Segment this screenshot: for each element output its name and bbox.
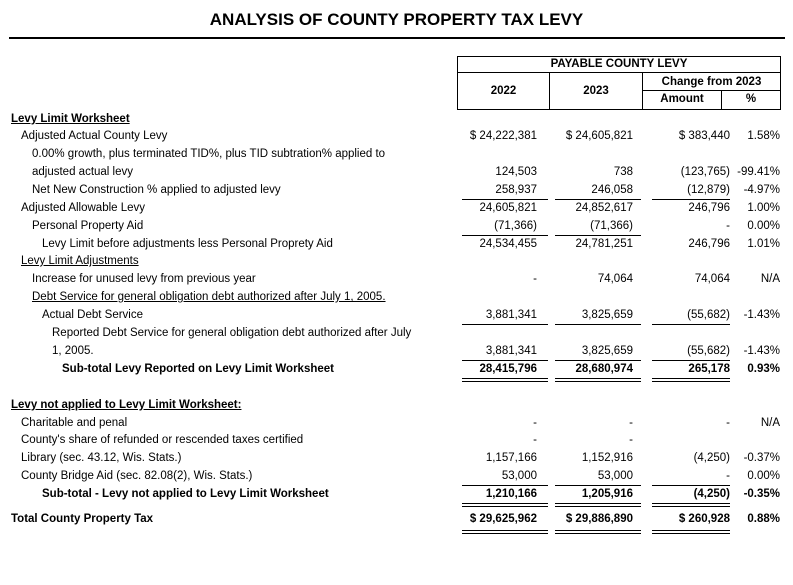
value-percent: 0.88% (747, 513, 780, 525)
value-2022: - (533, 434, 537, 446)
row-personal-property-aid (0, 217, 793, 235)
row-label: adjusted actual levy (32, 166, 134, 178)
row-label: Personal Property Aid (32, 220, 144, 232)
value-percent: N/A (760, 273, 780, 285)
value-2023: (71,366) (590, 220, 633, 232)
value-2022: 3,881,341 (485, 309, 537, 321)
value-2023: 74,064 (597, 273, 633, 285)
value-change: - (726, 417, 730, 429)
value-percent: 0.00% (747, 470, 780, 482)
value-percent: 1.01% (747, 238, 780, 250)
double-underline-2022 (462, 378, 548, 382)
row-label: Increase for unused levy from previous year (32, 273, 256, 285)
section-label: Levy Limit Worksheet (11, 113, 130, 125)
value-change: (55,682) (687, 309, 730, 321)
title-rule (9, 37, 785, 39)
row-growth-note (0, 145, 793, 163)
row-charitable-penal (0, 414, 793, 432)
row-label: Actual Debt Service (42, 309, 143, 321)
row-library (0, 449, 793, 467)
row-label: Net New Construction % applied to adjusted levy (32, 184, 281, 196)
row-adjusted-actual-levy (0, 127, 793, 145)
value-2023: $ 29,886,890 (565, 513, 633, 525)
value-2022: 1,157,166 (485, 452, 537, 464)
double-underline-change (652, 530, 730, 534)
value-percent: -1.43% (743, 309, 780, 321)
value-change: (123,765) (680, 166, 730, 178)
section-label: Levy Limit Adjustments (21, 255, 139, 267)
value-percent: -0.35% (743, 488, 780, 500)
row-subtotal-levy-not-applied (0, 485, 793, 503)
value-change: - (726, 220, 730, 232)
value-change: $ 260,928 (678, 513, 730, 525)
value-2023: 1,205,916 (581, 488, 633, 500)
value-2022: 53,000 (501, 470, 537, 482)
value-2022: $ 29,625,962 (469, 513, 537, 525)
section-levy-limit-worksheet (0, 110, 793, 128)
row-label: Total County Property Tax (11, 513, 154, 525)
value-2022: 1,210,166 (485, 488, 537, 500)
row-label: 1, 2005. (52, 345, 94, 357)
value-2023: 738 (613, 166, 633, 178)
value-change: (4,250) (693, 452, 730, 464)
value-2023: 24,781,251 (575, 238, 633, 250)
value-change: - (726, 470, 730, 482)
value-percent: 1.00% (747, 202, 780, 214)
payable-county-levy-header: PAYABLE COUNTY LEVY (458, 57, 780, 73)
value-2022: 24,534,455 (479, 238, 537, 250)
value-change: 74,064 (694, 273, 730, 285)
col-2022-header: 2022 (458, 73, 550, 109)
row-label: Adjusted Actual County Levy (21, 130, 168, 142)
value-2022: - (533, 417, 537, 429)
double-underline-2022 (462, 530, 548, 534)
row-adjusted-allowable-levy (0, 199, 793, 217)
row-label: Sub-total - Levy not applied to Levy Limit Worksheet (42, 488, 329, 500)
row-label: Reported Debt Service for general obligation debt authorized after July (52, 327, 412, 339)
value-2022: 124,503 (495, 166, 537, 178)
value-change: (4,250) (693, 488, 730, 500)
row-label: Library (sec. 43.12, Wis. Stats.) (21, 452, 182, 464)
value-change: 265,178 (688, 363, 730, 375)
amount-header: Amount (643, 91, 722, 109)
row-reported-debt-service-note (0, 324, 793, 342)
value-2022: 258,937 (495, 184, 537, 196)
page-title: ANALYSIS OF COUNTY PROPERTY TAX LEVY (209, 10, 584, 29)
value-2022: 24,605,821 (479, 202, 537, 214)
section-label: Levy not applied to Levy Limit Worksheet: (11, 399, 242, 411)
row-adjusted-actual-levy-growth (0, 163, 793, 181)
double-underline-2023 (555, 378, 641, 382)
col-2023-header: 2023 (550, 73, 643, 109)
percent-header: % (745, 93, 757, 105)
double-underline-2022 (462, 503, 548, 507)
row-label: Adjusted Allowable Levy (21, 202, 146, 214)
value-2022: (71,366) (494, 220, 537, 232)
value-2023: 246,058 (591, 184, 633, 196)
value-2022: - (533, 273, 537, 285)
section-levy-limit-adjustments (0, 252, 793, 270)
row-label: County Bridge Aid (sec. 82.08(2), Wis. Stats.) (21, 470, 253, 482)
value-change: $ 383,440 (678, 130, 730, 142)
section-levy-not-applied (0, 396, 793, 414)
value-2023: 28,680,974 (575, 363, 633, 375)
row-label: County's share of refunded or rescended taxes certified (21, 434, 304, 446)
row-levy-limit-before-adjustments (0, 235, 793, 253)
value-change: 246,796 (688, 238, 730, 250)
value-2022: 28,415,796 (479, 363, 537, 375)
row-subtotal-levy-limit (0, 360, 793, 378)
row-actual-debt-service (0, 306, 793, 324)
value-2022: $ 24,222,381 (469, 130, 537, 142)
value-2023: - (629, 434, 633, 446)
value-percent: -4.97% (743, 184, 780, 196)
change-header: Change from 2023 (643, 73, 780, 91)
value-percent: 0.00% (747, 220, 780, 232)
value-change: (55,682) (687, 345, 730, 357)
row-label: Levy Limit before adjustments less Personal Proprety Aid (42, 238, 333, 250)
value-percent: 0.93% (747, 363, 780, 375)
double-underline-2023 (555, 503, 641, 507)
value-2023: 1,152,916 (581, 452, 633, 464)
double-underline-change (652, 503, 730, 507)
row-debt-service-heading (0, 288, 793, 306)
value-percent: N/A (760, 417, 780, 429)
value-2023: 24,852,617 (575, 202, 633, 214)
value-percent: -99.41% (737, 166, 780, 178)
double-underline-2023 (555, 530, 641, 534)
value-percent: -0.37% (743, 452, 780, 464)
column-header-box (457, 56, 781, 110)
value-2023: 53,000 (597, 470, 633, 482)
row-label: Debt Service for general obligation debt authorized after July 1, 2005. (32, 291, 386, 303)
row-label: Charitable and penal (21, 417, 128, 429)
row-county-bridge-aid (0, 467, 793, 485)
value-percent: 1.58% (747, 130, 780, 142)
row-label: Sub-total Levy Reported on Levy Limit Worksheet (62, 363, 334, 375)
row-total-county-property-tax (0, 510, 793, 528)
value-change: 246,796 (688, 202, 730, 214)
row-reported-debt-service (0, 342, 793, 360)
value-change: (12,879) (687, 184, 730, 196)
row-net-new-construction (0, 181, 793, 199)
double-underline-change (652, 378, 730, 382)
row-refunded-taxes (0, 431, 793, 449)
value-2023: $ 24,605,821 (565, 130, 633, 142)
row-unused-levy (0, 270, 793, 288)
value-percent: -1.43% (743, 345, 780, 357)
value-2023: 3,825,659 (581, 345, 633, 357)
value-2023: 3,825,659 (581, 309, 633, 321)
row-label: 0.00% growth, plus terminated TID%, plus TID subtration% applied to (32, 148, 386, 160)
value-2023: - (629, 417, 633, 429)
value-2022: 3,881,341 (485, 345, 537, 357)
